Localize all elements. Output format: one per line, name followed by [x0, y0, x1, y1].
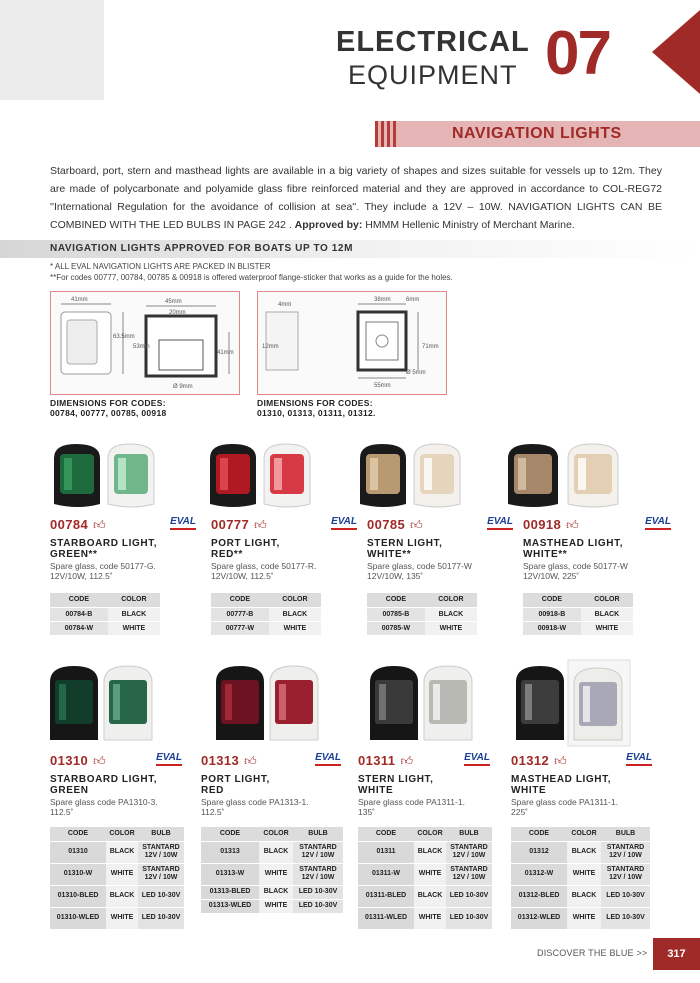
cell-code: 01312-BLED — [511, 885, 567, 907]
thumbs-up-icon: 👍︎ — [566, 518, 579, 532]
col-header-code: CODE — [367, 593, 425, 607]
product-card — [358, 752, 492, 817]
product-desc-l2: 225˚ — [511, 807, 529, 817]
cell-bulb: LED 10-30V — [293, 885, 343, 899]
product-desc-l1: Spare glass code PA1311-1. — [358, 797, 465, 807]
product-card — [523, 516, 673, 581]
product-desc — [358, 797, 492, 817]
cell-color: BLACK — [259, 841, 293, 863]
cell-bulb: LED 10-30V — [446, 907, 492, 929]
intro-paragraph — [50, 162, 662, 234]
product-card — [211, 516, 359, 581]
cell-color: WHITE — [567, 907, 601, 929]
cell-bulb: STANTARD 12V / 10W — [601, 841, 650, 863]
product-code: 01312 — [511, 753, 550, 768]
eval-logo: EVAL — [170, 516, 196, 530]
cell-bulb: STANTARD 12V / 10W — [446, 841, 492, 863]
product-card — [511, 752, 654, 817]
cell-code: 01312-WLED — [511, 907, 567, 929]
product-photo — [46, 660, 156, 746]
product-name-l2: GREEN — [50, 785, 89, 796]
cell-bulb: LED 10-30V — [293, 899, 343, 913]
dimension-caption-l2: 01310, 01313, 01311, 01312. — [257, 408, 376, 418]
product-name-l2: RED** — [211, 549, 243, 560]
product-desc-l1: Spare glass code PA1313-1. — [201, 797, 309, 807]
eval-logo: EVAL — [626, 752, 652, 766]
intro-text: Starboard, port, stern and masthead lights are available in a big variety of shapes and sizes suitable for vessels up to 12m. They are made of polycarbonate and polyamide glass fibre reinforced material and they are approved in accordance to COL-REG72 ''International Regulation for the avoidance of collision at sea''. They include a 12V – 10W. NAVIGATION LIGHTS CAN BE COMBINED WITH THE LED BULBS IN PAGE 242 . — [50, 165, 662, 231]
cell-code: 00918-B — [523, 607, 581, 621]
product-name — [50, 538, 198, 560]
product-desc-l2: 112.5˚ — [201, 807, 225, 817]
product-code: 00785 — [367, 517, 406, 532]
col-header-code: CODE — [211, 593, 269, 607]
col-header-color: COLOR — [581, 593, 633, 607]
cell-bulb: STANTARD 12V / 10W — [601, 863, 650, 885]
product-name-l1: PORT LIGHT, — [211, 538, 280, 549]
cell-bulb: STANTARD 12V / 10W — [138, 841, 184, 863]
cell-bulb: LED 10-30V — [138, 907, 184, 929]
product-photo — [504, 440, 624, 512]
dimension-drawing-svg — [258, 292, 446, 394]
cell-color: BLACK — [259, 885, 293, 899]
subheading: NAVIGATION LIGHTS APPROVED FOR BOATS UP TO 12M — [50, 243, 353, 254]
dim-label: 63.5mm — [113, 334, 135, 340]
product-name-l2: WHITE** — [367, 549, 412, 560]
cell-code: 01311-WLED — [358, 907, 414, 929]
product-desc — [201, 797, 343, 817]
dim-label: 41mm — [217, 350, 234, 356]
eval-logo: EVAL — [331, 516, 357, 530]
col-header-code: CODE — [201, 827, 259, 841]
col-header-color: COLOR — [106, 827, 138, 841]
dimension-drawing-svg — [51, 292, 239, 394]
product-name-l1: STERN LIGHT, — [358, 774, 434, 785]
cell-code: 01313-BLED — [201, 885, 259, 899]
product-name-l2: WHITE — [511, 785, 547, 796]
chapter-triangle — [652, 10, 700, 94]
product-desc-l1: Spare glass code PA1310-3. — [50, 797, 158, 807]
cell-code: 01313-W — [201, 863, 259, 885]
col-header-code: CODE — [358, 827, 414, 841]
dimension-caption-l1: DIMENSIONS FOR CODES: — [50, 398, 166, 408]
dimension-caption-l1: DIMENSIONS FOR CODES: — [257, 398, 373, 408]
product-name-l2: WHITE — [358, 785, 394, 796]
col-header-code: CODE — [50, 593, 108, 607]
cell-code: 01311 — [358, 841, 414, 863]
product-code: 00918 — [523, 517, 562, 532]
cell-color: BLACK — [414, 841, 446, 863]
spec-table — [201, 827, 343, 914]
product-desc-l1: Spare glass, code 50177-W — [523, 561, 628, 571]
spec-table — [511, 827, 650, 930]
product-card — [201, 752, 343, 817]
cell-code: 00784-W — [50, 621, 108, 635]
product-desc-l2: 12V/10W, 112.5˚ — [50, 571, 113, 581]
product-name — [511, 774, 654, 796]
product-card — [50, 516, 198, 581]
thumbs-up-icon: 👍︎ — [93, 754, 106, 768]
thumbs-up-icon: 👍︎ — [554, 754, 567, 768]
product-name — [358, 774, 492, 796]
cell-color: BLACK — [269, 607, 321, 621]
cell-bulb: LED 10-30V — [138, 885, 184, 907]
product-desc — [211, 561, 359, 581]
cell-code: 00777-B — [211, 607, 269, 621]
product-name-l1: MASTHEAD LIGHT, — [511, 774, 612, 785]
product-card — [367, 516, 515, 581]
dimension-caption — [50, 398, 167, 418]
product-code: 00784 — [50, 517, 89, 532]
product-name-l1: STARBOARD LIGHT, — [50, 538, 158, 549]
cell-bulb: STANTARD 12V / 10W — [293, 841, 343, 863]
header-title-line1: ELECTRICAL — [336, 26, 530, 58]
dim-label: 45mm — [165, 299, 182, 305]
approved-text: HMMM Hellenic Ministry of Merchant Marine. — [362, 219, 575, 231]
note-blister: * ALL EVAL NAVIGATION LIGHTS ARE PACKED IN BLISTER — [50, 262, 271, 271]
cell-bulb: STANTARD 12V / 10W — [138, 863, 184, 885]
dim-label: Ø 9mm — [173, 384, 193, 390]
product-photo — [512, 658, 632, 748]
cell-code: 01313 — [201, 841, 259, 863]
product-photo — [212, 660, 322, 746]
product-name-l2: WHITE** — [523, 549, 568, 560]
cell-bulb: LED 10-30V — [446, 885, 492, 907]
cell-code: 01312 — [511, 841, 567, 863]
product-desc-l2: 12V/10W, 135˚ — [367, 571, 424, 581]
product-name — [367, 538, 515, 560]
thumbs-up-icon: 👍︎ — [93, 518, 106, 532]
dim-label: 4mm — [278, 302, 292, 308]
spec-table — [211, 593, 321, 636]
dim-label: Ø 5mm — [406, 370, 426, 376]
footer-tagline: DISCOVER THE BLUE >> — [537, 948, 648, 958]
product-desc-l2: 12V/10W, 225˚ — [523, 571, 580, 581]
dim-label: 20mm — [169, 310, 186, 316]
product-name — [211, 538, 359, 560]
cell-color: BLACK — [414, 885, 446, 907]
col-header-color: COLOR — [108, 593, 160, 607]
product-desc-l2: 135˚ — [358, 807, 376, 817]
thumbs-up-icon: 👍︎ — [254, 518, 267, 532]
product-code: 01310 — [50, 753, 89, 768]
cell-code: 01310-BLED — [50, 885, 106, 907]
product-desc — [367, 561, 515, 581]
col-header-color: COLOR — [425, 593, 477, 607]
product-name-l2: RED — [201, 785, 224, 796]
note-flange: **For codes 00777, 00784, 00785 & 00918 is offered waterproof flange-sticker that works as a guide for the holes. — [50, 273, 453, 282]
product-name — [523, 538, 673, 560]
thumbs-up-icon: 👍︎ — [244, 754, 257, 768]
cell-code: 01311-W — [358, 863, 414, 885]
cell-color: WHITE — [425, 621, 477, 635]
col-header-bulb: BULB — [446, 827, 492, 841]
product-photo — [356, 440, 464, 512]
dim-label: 53mm — [133, 344, 150, 350]
cell-color: WHITE — [259, 899, 293, 913]
col-header-bulb: BULB — [138, 827, 184, 841]
dim-label: 71mm — [422, 344, 439, 350]
cell-bulb: LED 10-30V — [601, 907, 650, 929]
col-header-color: COLOR — [414, 827, 446, 841]
eval-logo: EVAL — [156, 752, 182, 766]
section-title: NAVIGATION LIGHTS — [452, 125, 622, 142]
spec-table — [358, 827, 492, 930]
cell-color: BLACK — [567, 841, 601, 863]
cell-bulb: STANTARD 12V / 10W — [446, 863, 492, 885]
cell-code: 00785-W — [367, 621, 425, 635]
col-header-bulb: BULB — [601, 827, 650, 841]
cell-color: WHITE — [414, 907, 446, 929]
section-bar-stripe — [393, 121, 396, 147]
cell-code: 01313-WLED — [201, 899, 259, 913]
cell-code: 01312-W — [511, 863, 567, 885]
cell-code: 00777-W — [211, 621, 269, 635]
dimension-drawing — [257, 291, 447, 395]
eval-logo: EVAL — [487, 516, 513, 530]
cell-code: 01310-W — [50, 863, 106, 885]
chapter-number: 07 — [545, 19, 610, 88]
product-desc — [511, 797, 654, 817]
dim-label: 41mm — [71, 297, 88, 303]
product-desc — [523, 561, 673, 581]
cell-color: BLACK — [108, 607, 160, 621]
col-header-code: CODE — [523, 593, 581, 607]
product-name — [50, 774, 184, 796]
dimension-caption-l2: 00784, 00777, 00785, 00918 — [50, 408, 167, 418]
product-desc-l1: Spare glass, code 50177-R. — [211, 561, 317, 571]
product-desc-l1: Spare glass, code 50177-W — [367, 561, 472, 571]
section-bar-stripe — [387, 121, 390, 147]
cell-code: 00918-W — [523, 621, 581, 635]
thumbs-up-icon: 👍︎ — [410, 518, 423, 532]
product-code: 01313 — [201, 753, 240, 768]
product-name-l1: PORT LIGHT, — [201, 774, 270, 785]
col-header-code: CODE — [50, 827, 106, 841]
product-photo — [50, 440, 158, 512]
dimension-caption — [257, 398, 376, 418]
cell-color: WHITE — [414, 863, 446, 885]
product-name-l1: MASTHEAD LIGHT, — [523, 538, 624, 549]
cell-code: 01311-BLED — [358, 885, 414, 907]
dim-label: 55mm — [374, 383, 391, 389]
product-name-l2: GREEN** — [50, 549, 98, 560]
dim-label: 6mm — [406, 297, 420, 303]
cell-color: WHITE — [106, 863, 138, 885]
cell-color: BLACK — [581, 607, 633, 621]
product-card — [50, 752, 184, 817]
product-name-l1: STARBOARD LIGHT, — [50, 774, 158, 785]
cell-bulb: STANTARD 12V / 10W — [293, 863, 343, 885]
product-desc-l2: 112.5˚ — [50, 807, 74, 817]
product-code: 01311 — [358, 753, 396, 768]
corner-box — [0, 0, 104, 100]
spec-table — [50, 593, 160, 636]
cell-color: WHITE — [106, 907, 138, 929]
approved-label: Approved by: — [294, 219, 363, 231]
cell-bulb: LED 10-30V — [601, 885, 650, 907]
col-header-color: COLOR — [259, 827, 293, 841]
cell-color: WHITE — [567, 863, 601, 885]
col-header-color: COLOR — [567, 827, 601, 841]
eval-logo: EVAL — [645, 516, 671, 530]
spec-table — [523, 593, 633, 636]
product-photo — [206, 440, 314, 512]
dimension-drawing — [50, 291, 240, 395]
product-photo — [366, 660, 476, 746]
product-name — [201, 774, 343, 796]
cell-color: BLACK — [106, 885, 138, 907]
cell-color: BLACK — [425, 607, 477, 621]
cell-color: WHITE — [108, 621, 160, 635]
col-header-bulb: BULB — [293, 827, 343, 841]
product-code: 00777 — [211, 517, 250, 532]
dim-label: 38mm — [374, 297, 391, 303]
eval-logo: EVAL — [315, 752, 341, 766]
thumbs-up-icon: 👍︎ — [400, 754, 413, 768]
eval-logo: EVAL — [464, 752, 490, 766]
cell-code: 00785-B — [367, 607, 425, 621]
section-bar-stripe — [381, 121, 384, 147]
product-desc-l2: 12V/10W, 112.5˚ — [211, 571, 274, 581]
product-name-l1: STERN LIGHT, — [367, 538, 443, 549]
section-bar-stripe — [375, 121, 378, 147]
spec-table — [367, 593, 477, 636]
cell-code: 01310-WLED — [50, 907, 106, 929]
page-number: 317 — [653, 938, 700, 970]
col-header-code: CODE — [511, 827, 567, 841]
cell-color: WHITE — [269, 621, 321, 635]
cell-color: BLACK — [567, 885, 601, 907]
product-desc — [50, 561, 198, 581]
cell-code: 01310 — [50, 841, 106, 863]
header-title-line2: EQUIPMENT — [348, 60, 518, 90]
cell-color: WHITE — [581, 621, 633, 635]
cell-color: BLACK — [106, 841, 138, 863]
dim-label: 12mm — [262, 344, 279, 350]
cell-color: WHITE — [259, 863, 293, 885]
product-desc-l1: Spare glass, code 50177-G. — [50, 561, 156, 571]
product-desc-l1: Spare glass code PA1311-1. — [511, 797, 618, 807]
col-header-color: COLOR — [269, 593, 321, 607]
spec-table — [50, 827, 184, 930]
product-desc — [50, 797, 184, 817]
cell-code: 00784-B — [50, 607, 108, 621]
